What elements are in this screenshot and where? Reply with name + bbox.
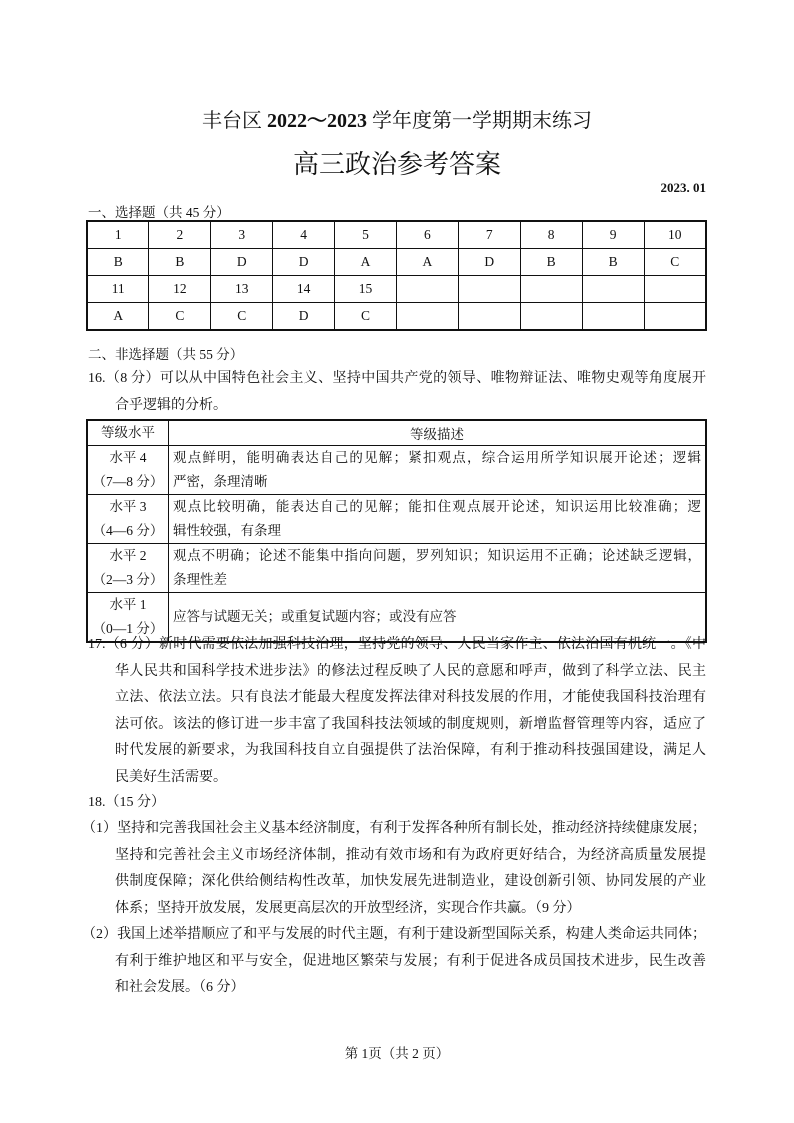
q16-line: 合乎逻辑的分析。 bbox=[115, 398, 227, 413]
answer-cell: B bbox=[149, 249, 211, 276]
q16-line: 16.（8 分）可以从中国特色社会主义、坚持中国共产党的领导、唯物辩证法、唯物史观等角度展开 bbox=[88, 371, 706, 386]
answer-cell: 9 bbox=[582, 221, 644, 249]
grade-level bbox=[87, 544, 169, 593]
answer-cell bbox=[582, 303, 644, 331]
answer-row bbox=[87, 249, 706, 276]
answer-line: （2）我国上述举措顺应了和平与发展的时代主题，有利于建设新型国际关系，构建人类命运共同体； bbox=[82, 927, 706, 942]
answer-cell: A bbox=[87, 303, 149, 331]
answer-line: 时代发展的新要求，为我国科技自立自强提供了法治保障，有利于推动科技强国建设，满足人 bbox=[115, 743, 706, 758]
answer-cell: 10 bbox=[644, 221, 706, 249]
grade-row bbox=[87, 544, 706, 593]
answer-cell bbox=[520, 276, 582, 303]
answer-cell: 2 bbox=[149, 221, 211, 249]
answer-cell: 15 bbox=[335, 276, 397, 303]
answer-cell: A bbox=[335, 249, 397, 276]
description-line: 应答与试题无关；或重复试题内容；或没有应答 bbox=[173, 609, 457, 624]
answer-cell: B bbox=[87, 249, 149, 276]
answer-cell bbox=[520, 303, 582, 331]
answer-cell: 14 bbox=[273, 276, 335, 303]
answer-line: 坚持和完善社会主义市场经济体制，推动有效市场和有为政府更好结合，为经济高质量发展提 bbox=[115, 847, 706, 863]
section1-heading: 一、选择题（共 45 分） bbox=[88, 205, 230, 220]
answer-line: 供制度保障；深化供给侧结构性改革，加快发展先进制造业，建设创新引领、协同发展的产业 bbox=[115, 874, 706, 889]
exam-title bbox=[0, 104, 794, 133]
description-line: 观点鲜明，能明确表达自己的见解；紧扣观点，综合运用所学知识展开论述；逻辑 bbox=[173, 450, 701, 465]
answer-line: 立法、依法立法。只有良法才能最大程度发挥法律对科技发展的作用，才能使我国科技治理有 bbox=[115, 690, 706, 705]
grade-description bbox=[169, 495, 707, 544]
answer-cell bbox=[458, 276, 520, 303]
answer-row bbox=[87, 303, 706, 331]
answer-cell: D bbox=[273, 303, 335, 331]
grading-table bbox=[86, 419, 707, 643]
page-footer: 第 1页（共 2 页） bbox=[344, 1046, 450, 1061]
answer-cell: C bbox=[149, 303, 211, 331]
answer-cell bbox=[582, 276, 644, 303]
document-subtitle: 高三政治参考答案 bbox=[292, 150, 501, 180]
answer-cell: D bbox=[458, 249, 520, 276]
answer-cell bbox=[458, 303, 520, 331]
level-range: （0—1 分） bbox=[92, 621, 164, 636]
answer-line: 17.（6 分）新时代需要依法加强科技治理，坚持党的领导、人民当家作主、依法治国有机统一。《中 bbox=[88, 637, 706, 652]
answer-cell: 3 bbox=[211, 221, 273, 249]
answer-line: 民美好生活需要。 bbox=[115, 769, 227, 785]
description-line: 观点不明确；论述不能集中指向问题，罗列知识；知识运用不正确；论述缺乏逻辑， bbox=[173, 548, 701, 563]
answer-cell: 4 bbox=[273, 221, 335, 249]
level-name: 水平 2 bbox=[109, 548, 147, 563]
level-range: （4—6 分） bbox=[92, 523, 164, 538]
answer-cell: 13 bbox=[211, 276, 273, 303]
description-line: 辑性较强，有条理 bbox=[173, 523, 281, 538]
level-name: 水平 3 bbox=[109, 499, 147, 514]
answer-cell: A bbox=[396, 249, 458, 276]
answer-line: 法可依。该法的修订进一步丰富了我国科技法领域的制度规则，新增监督管理等内容，适应了 bbox=[115, 716, 706, 732]
answer-cell: 5 bbox=[335, 221, 397, 249]
answer-cell: D bbox=[273, 249, 335, 276]
answer-cell: C bbox=[211, 303, 273, 331]
answer-cell: 6 bbox=[396, 221, 458, 249]
answer-cell bbox=[644, 276, 706, 303]
answer-row bbox=[87, 276, 706, 303]
answer-cell: B bbox=[582, 249, 644, 276]
level-name: 水平 4 bbox=[109, 450, 147, 465]
answer-cell: 1 bbox=[87, 221, 149, 249]
answer-cell: 8 bbox=[520, 221, 582, 249]
level-name: 水平 1 bbox=[109, 597, 147, 612]
description-line: 严密，条理清晰 bbox=[173, 474, 268, 489]
grade-row bbox=[87, 495, 706, 544]
answer-line: 华人民共和国科学技术进步法》的修法过程反映了人民的意愿和呼声，做到了科学立法、民主 bbox=[115, 663, 706, 679]
level-range: （2—3 分） bbox=[92, 572, 164, 587]
answer-cell: 11 bbox=[87, 276, 149, 303]
answer-line: （1）坚持和完善我国社会主义基本经济制度，有利于发挥各种所有制长处，推动经济持续健康发展； bbox=[82, 821, 706, 836]
answer-cell bbox=[644, 303, 706, 331]
document-date: 2023. 01 bbox=[660, 180, 706, 195]
answer-cell: 7 bbox=[458, 221, 520, 249]
answer-line: 和社会发展。（6 分） bbox=[115, 980, 245, 995]
answer-line: 有利于维护地区和平与安全，促进地区繁荣与发展；有利于促进各成员国技术进步，民生改善 bbox=[115, 953, 706, 969]
description-line: 观点比较明确，能表达自己的见解；能扣住观点展开论述，知识运用比较准确；逻 bbox=[173, 499, 701, 514]
title-prefix: 丰台区 bbox=[202, 110, 267, 132]
answer-cell: 12 bbox=[149, 276, 211, 303]
section2-heading: 二、非选择题（共 55 分） bbox=[88, 347, 244, 362]
answer-cell: C bbox=[644, 249, 706, 276]
answer-cell: D bbox=[211, 249, 273, 276]
title-suffix: 学年度第一学期期末练习 bbox=[367, 110, 592, 132]
answer-row bbox=[87, 221, 706, 249]
answer-line: 体系；坚持开放发展，发展更高层次的开放型经济，实现合作共赢。（9 分） bbox=[115, 900, 581, 916]
answer-cell: C bbox=[335, 303, 397, 331]
answer-table bbox=[86, 220, 707, 331]
grade-description bbox=[169, 446, 707, 495]
title-years: 2022～2023 bbox=[267, 110, 367, 132]
answer-cell bbox=[396, 276, 458, 303]
answer-cell: B bbox=[520, 249, 582, 276]
q18-heading: 18.（15 分） bbox=[88, 795, 165, 810]
description-line: 条理性差 bbox=[173, 572, 227, 587]
header-level: 等级水平 bbox=[87, 420, 169, 446]
header-desc: 等级描述 bbox=[169, 420, 707, 446]
grade-level bbox=[87, 495, 169, 544]
level-range: （7—8 分） bbox=[92, 474, 164, 489]
grade-row bbox=[87, 446, 706, 495]
answer-cell bbox=[396, 303, 458, 331]
grade-description bbox=[169, 544, 707, 593]
grade-level bbox=[87, 446, 169, 495]
